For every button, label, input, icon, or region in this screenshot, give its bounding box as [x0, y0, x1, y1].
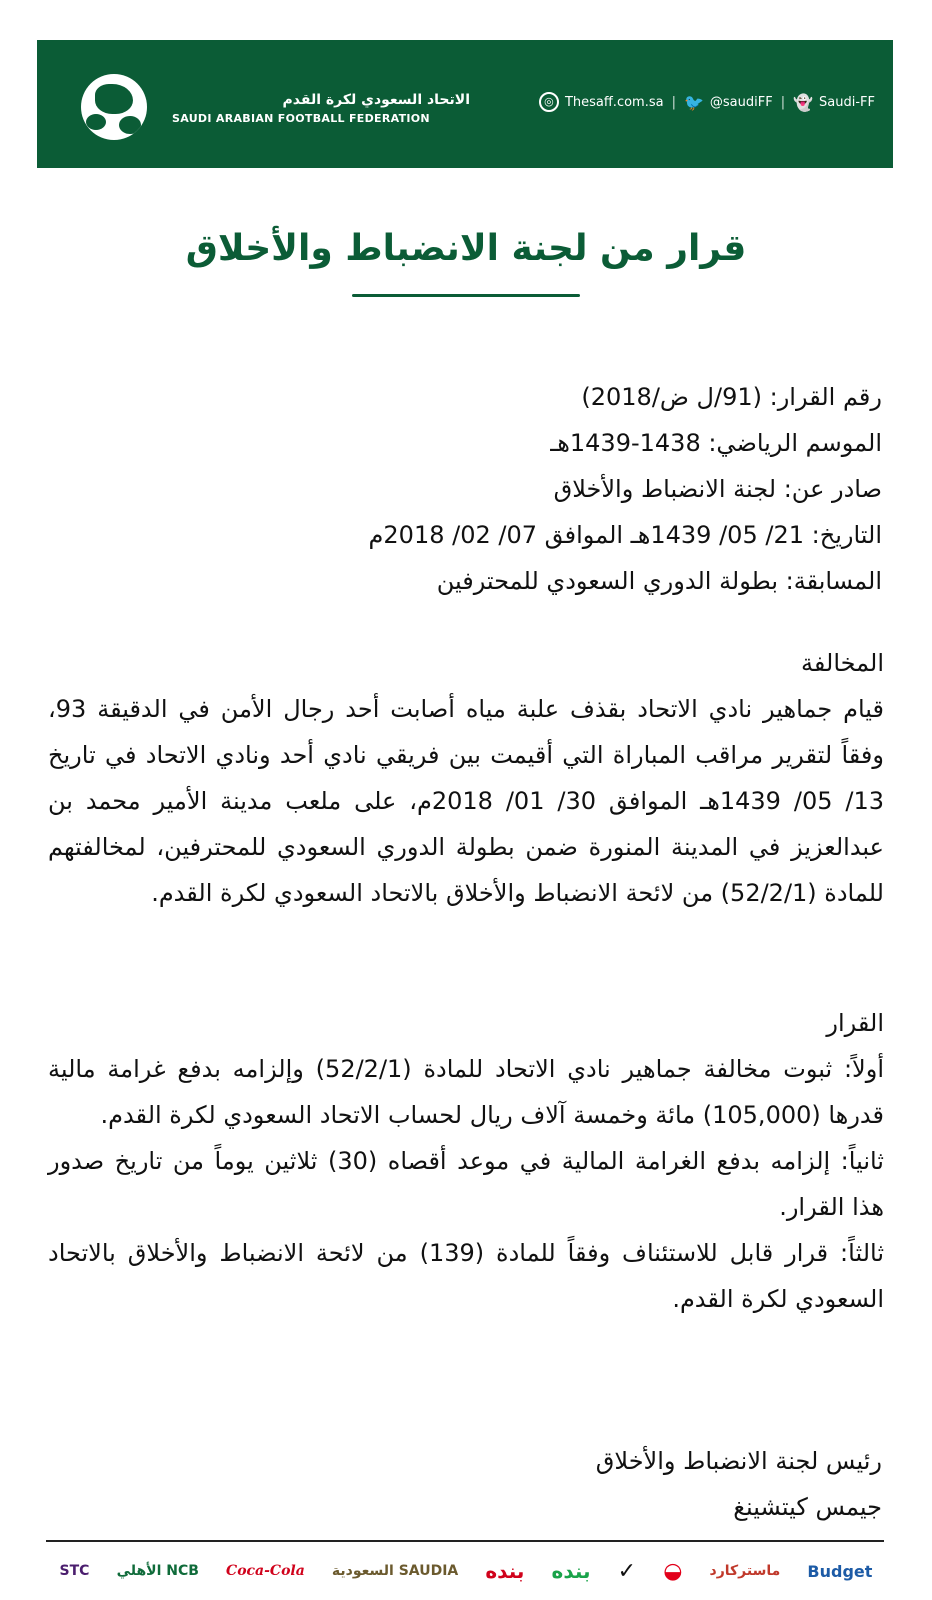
decision-number: رقم القرار: (91/ل ض/2018)	[581, 383, 882, 411]
issued-by: صادر عن: لجنة الانضباط والأخلاق	[553, 475, 882, 503]
violation-text: قيام جماهير نادي الاتحاد بقذف علبة مياه أصابت أحد رجال الأمن في الدقيقة 93، وفقاً لتقرير مراقب المباراة التي أقيمت بين فريقي نادي أحد ونادي الاتحاد في تاريخ 13/ 05/ 1439هـ الموافق 30/ 01/ 2018م، على ملعب مدينة الأمير محمد بن عبدالعزيز في المدينة المنورة ضمن بطولة الدوري السعودي للمحترفين، لمخالفتهم للمادة (52/2/1) من لائحة الانضباط والأخلاق بالاتحاد السعودي لكرة القدم.	[48, 695, 885, 907]
decision-date: التاريخ: 21/ 05/ 1439هـ الموافق 07/ 02/ 2018م	[368, 521, 882, 549]
signature-name: جيمس كيتشينغ	[733, 1493, 882, 1521]
shell-icon: ◒	[663, 1558, 683, 1584]
sponsor-logo: السعودية SAUDIA	[331, 1563, 459, 1579]
contact-links	[539, 92, 875, 112]
decision-second: ثانياً: إلزامه بدفع الغرامة المالية في موعد أقصاه (30) ثلاثين يوماً من تاريخ صدور هذا القرار.	[48, 1147, 884, 1221]
globe-icon: ◎	[539, 92, 559, 112]
signature-role: رئيس لجنة الانضباط والأخلاق	[595, 1447, 882, 1475]
federation-name-ar: الاتحاد السعودي لكرة القدم	[282, 92, 470, 108]
snapchat-icon: 👻	[793, 92, 814, 112]
violation-section	[48, 640, 884, 916]
signature-block	[596, 1438, 882, 1530]
federation-name-en: SAUDI ARABIAN FOOTBALL FEDERATION	[172, 112, 430, 125]
snapchat-handle[interactable]: Saudi-FF	[819, 94, 875, 110]
page-title: قرار من لجنة الانضباط والأخلاق	[185, 228, 747, 269]
season: الموسم الرياضي: 1438-1439هـ	[550, 429, 882, 457]
header-banner	[37, 40, 893, 168]
twitter-icon: 🐦	[683, 92, 704, 112]
sponsor-strip	[46, 1546, 886, 1596]
decision-section	[48, 1000, 884, 1322]
sponsor-logo: STC	[59, 1563, 90, 1579]
twitter-handle[interactable]: @saudiFF	[709, 94, 773, 110]
title-underline	[352, 294, 580, 297]
sponsor-logo: بنده	[485, 1559, 525, 1583]
decision-third: ثالثاً: قرار قابل للاستئناف وفقاً للمادة (139) من لائحة الانضباط والأخلاق بالاتحاد السعودي لكرة القدم.	[48, 1239, 885, 1313]
sponsor-logo: بنده	[551, 1559, 591, 1583]
decision-first: أولاً: ثبوت مخالفة جماهير نادي الاتحاد للمادة (52/2/1) وإلزامه بدفع غرامة مالية قدرها (105,000) مائة وخمسة آلاف ريال لحساب الاتحاد السعودي لكرة القدم.	[48, 1055, 884, 1129]
sponsor-logo: Coca-Cola	[226, 1563, 305, 1579]
violation-heading: المخالفة	[801, 649, 884, 677]
divider: |	[780, 94, 786, 110]
competition: المسابقة: بطولة الدوري السعودي للمحترفين	[436, 567, 882, 595]
decision-heading: القرار	[826, 1009, 884, 1037]
sponsor-logo: ماستركارد	[709, 1563, 781, 1579]
sponsor-logo: Budget	[807, 1561, 873, 1581]
decision-meta	[52, 374, 882, 604]
website-link[interactable]: Thesaff.com.sa	[564, 94, 664, 110]
nike-swoosh-icon: ✓	[617, 1558, 637, 1584]
sponsor-logo: الأهلي NCB	[116, 1563, 199, 1579]
divider: |	[671, 94, 676, 110]
federation-logo-icon	[81, 74, 147, 140]
footer-divider	[46, 1540, 884, 1542]
